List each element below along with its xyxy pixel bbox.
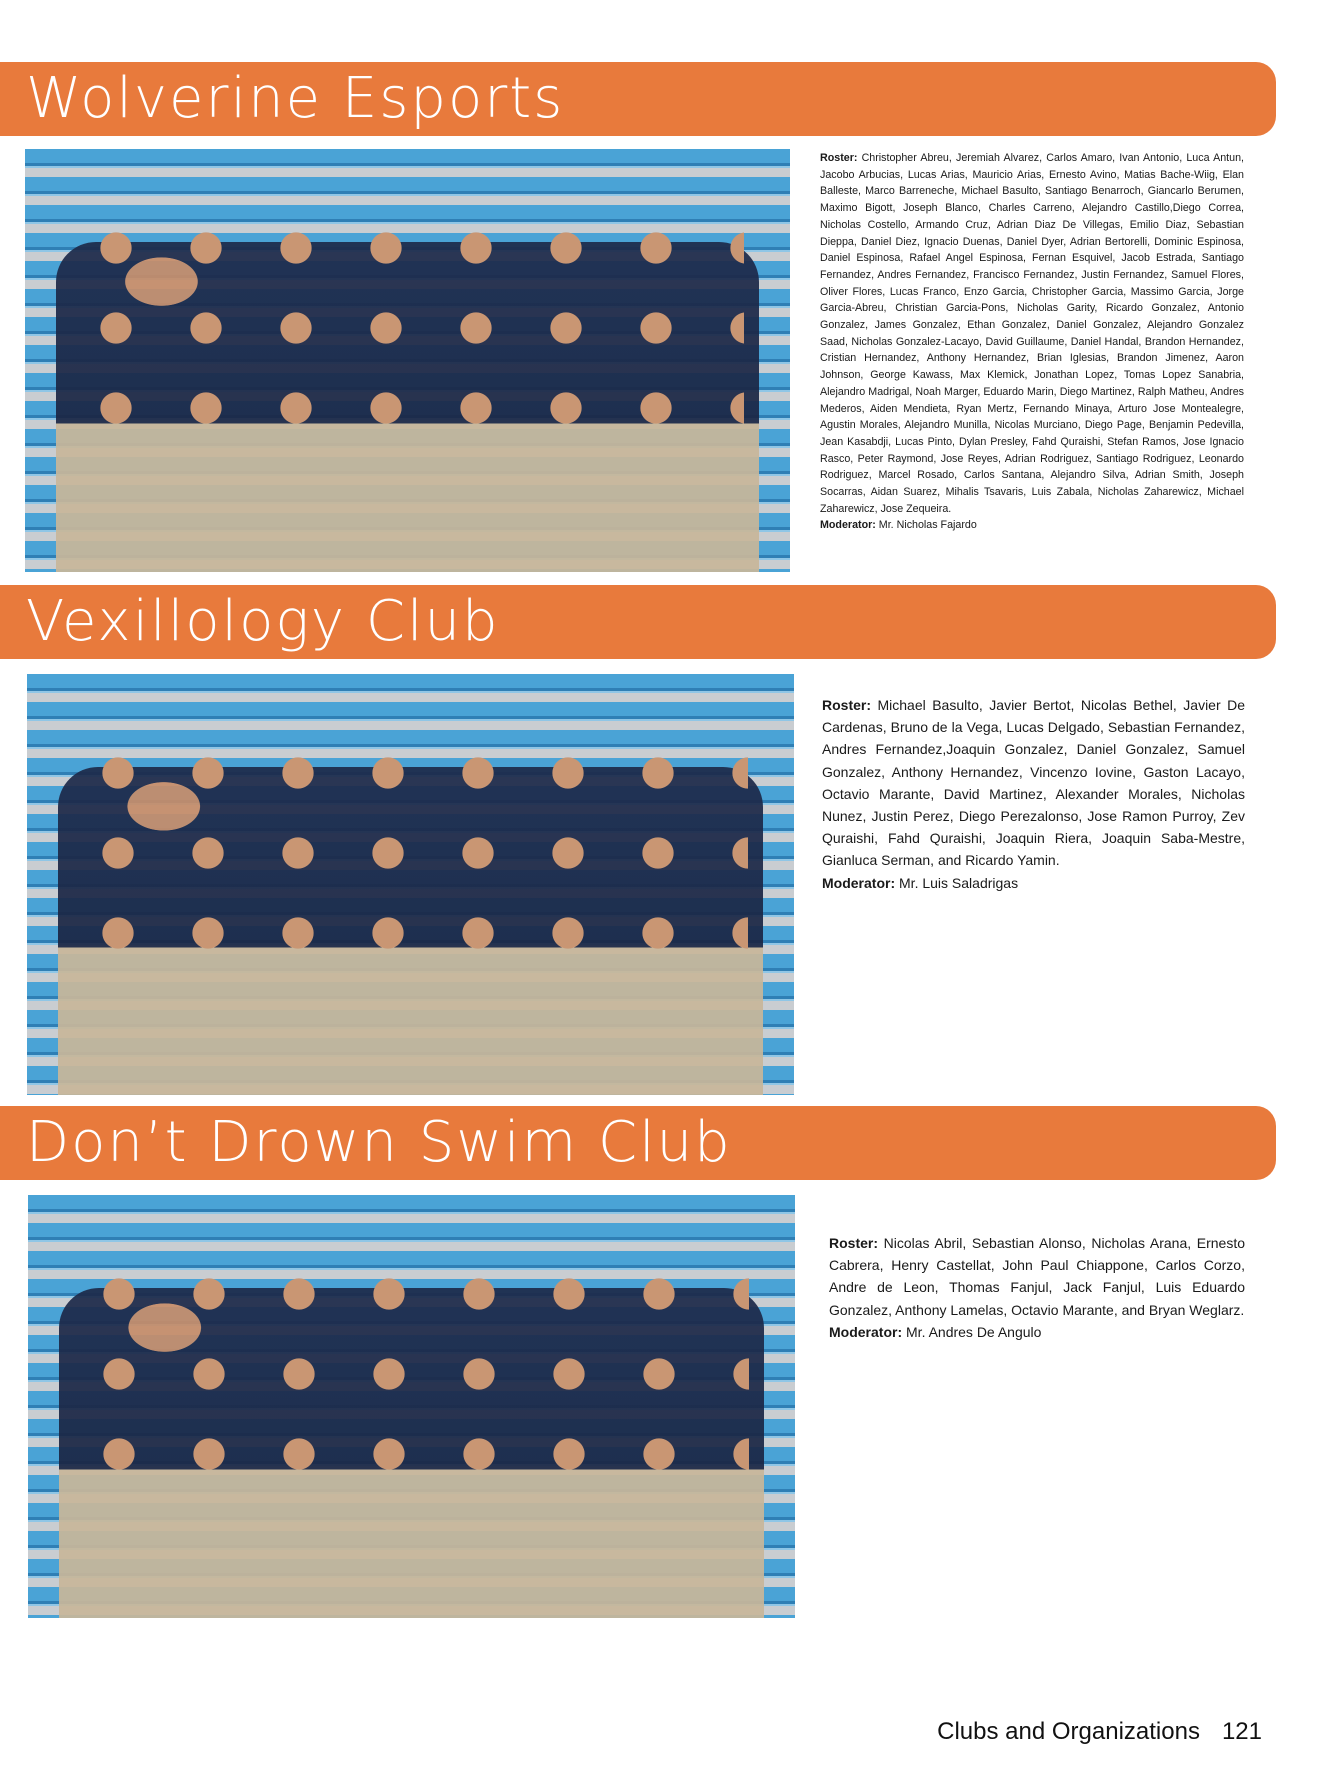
roster-names: Nicolas Abril, Sebastian Alonso, Nicholas Arana, Ernesto Cabrera, Henry Castellat, John Paul Chiappone, Carlos Corzo, Andre de Leon, Thomas Fanjul, Jack Fanjul, Luis Eduardo Gonzalez, Anthony Lamelas, Octavio Marante, and Bryan Weglarz.: [829, 1235, 1245, 1318]
group-photo-vexillology: [27, 674, 794, 1095]
moderator-name: Mr. Andres De Angulo: [906, 1323, 1042, 1340]
section-title: Vexillology Club: [26, 589, 500, 654]
roster-names: Christopher Abreu, Jeremiah Alvarez, Carlos Amaro, Ivan Antonio, Luca Antun, Jacobo Arbucias, Lucas Arias, Mauricio Arias, Ernesto Avino, Matias Bache-Wiig, Elan Balleste, Marco Barreneche, Michael Basulto, Santiago Benarroch, Giancarlo Berumen, Maximo Bigott, Joseph Blanco, Charles Carreno, Alejandro Castillo,Diego Correa, Nicholas Costello, Armando Cruz, Adrian Diaz De Villegas, Emilio Diaz, Sebastian Dieppa, Daniel Diez, Ignacio Duenas, Daniel Dyer, Adrian Bertorelli, Dominic Espinosa, Daniel Espinosa, Rafael Angel Espinosa, Fernan Esquivel, Jacob Estrada, Santiago Fernandez, Andres Fernandez, Francisco Fernandez, Justin Fernandez, Samuel Flores, Oliver Flores, Lucas Franco, Enzo Garcia, Christopher Garcia, Massimo Garcia, Jorge Garcia-Abreu, Christian Garcia-Pons, Nicholas Garity, Ricardo Gonzalez, Antonio Gonzalez, James Gonzalez, Ethan Gonzalez, Daniel Gonzalez, Alejandro Gonzalez Saad, Nicholas Gonzalez-Lacayo, David Guillaume, Daniel Handal, Brandon Hernandez, Cristian Hernandez, Anthony Hernandez, Brian Iglesias, Brandon Jimenez, Aaron Johnson, George Kawass, Max Klemick, Jonathan Lopez, Tomas Lopez Sanabria, Alejandro Madrigal, Noah Marger, Eduardo Marin, Diego Martinez, Ralph Matheu, Andres Mederos, Aiden Mendieta, Ryan Mertz, Fernando Minaya, Arturo Jose Montealegre, Agustin Morales, Alejandro Munilla, Nicolas Murciano, Diego Page, Benjamin Pedevilla, Jean Kasabdji, Lucas Pinto, Dylan Presley, Fahd Quraishi, Stefan Ramos, Jose Ignacio Rasco, Peter Raymond, Jose Reyes, Adrian Rodriguez, Santiago Rodriguez, Leonardo Rodriguez, Marcel Rosado, Carlos Santana, Alejandro Silva, Adrian Smith, Joseph Socarras, Aidan Suarez, Mihalis Tsavaris, Luis Zabala, Nicholas Zaharewicz, Michael Zaharewicz, Jose Zequeira.: [820, 152, 1244, 515]
group-photo-esports: [25, 149, 790, 572]
roster-text-esports: [820, 150, 1244, 534]
roster-text-vexillology: [822, 694, 1245, 894]
photo-faces: [73, 733, 748, 986]
moderator-name: Mr. Nicholas Fajardo: [878, 519, 977, 532]
roster-label: Roster:: [820, 152, 858, 164]
moderator-label: Moderator:: [820, 519, 876, 532]
moderator-label: Moderator:: [829, 1323, 903, 1340]
footer-section-name: Clubs and Organizations: [937, 1718, 1200, 1745]
photo-faces: [71, 208, 744, 462]
roster-names: Michael Basulto, Javier Bertot, Nicolas Bethel, Javier De Cardenas, Bruno de la Vega, Lucas Delgado, Sebastian Fernandez, Andres Fernandez,Joaquin Gonzalez, Daniel Gonzalez, Samuel Gonzalez, Anthony Hernandez, Vincenzo Iovine, Gaston Lacayo, Octavio Marante, David Martinez, Alexander Morales, Nicholas Nunez, Justin Perez, Diego Perezalonso, Jose Ramon Purroy, Zev Quraishi, Fahd Quraishi, Joaquin Riera, Joaquin Saba-Mestre, Gianluca Serman, and Ricardo Yamin.: [822, 697, 1245, 869]
moderator-label: Moderator:: [822, 874, 896, 891]
page-footer: [937, 1718, 1262, 1746]
page-number: 121: [1221, 1718, 1262, 1745]
photo-faces: [74, 1254, 749, 1508]
section-title: Don’t Drown Swim Club: [26, 1110, 732, 1175]
moderator-name: Mr. Luis Saladrigas: [899, 874, 1019, 891]
roster-label: Roster:: [829, 1235, 879, 1251]
section-title: Wolverine Esports: [26, 66, 565, 131]
group-photo-swim: [28, 1195, 795, 1618]
section-banner-esports: [0, 62, 1276, 136]
section-banner-vexillology: [0, 585, 1276, 659]
roster-text-swim: [829, 1232, 1245, 1343]
section-banner-swim: [0, 1106, 1276, 1180]
roster-label: Roster:: [822, 697, 872, 713]
